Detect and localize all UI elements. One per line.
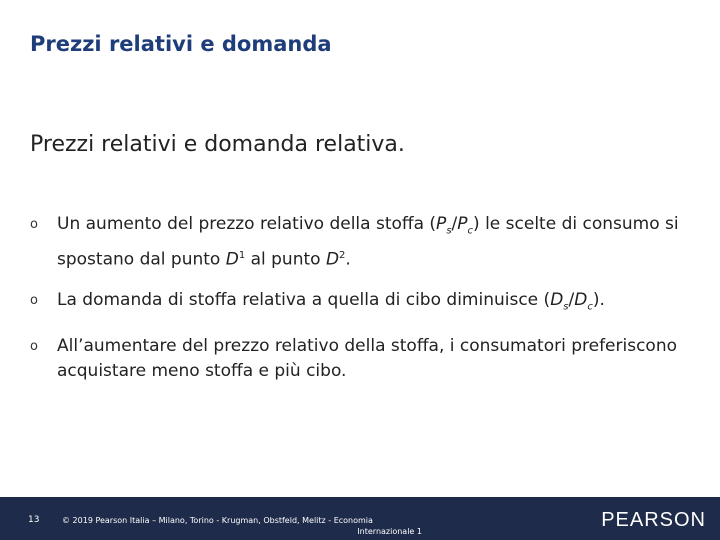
bullet-list xyxy=(30,212,680,399)
bullet-marker: o xyxy=(30,293,38,309)
point-symbol: D xyxy=(225,250,239,271)
bullet-item-price-increase xyxy=(30,212,680,273)
copyright-line: Internazionale 1 xyxy=(357,527,422,536)
superscript: 1 xyxy=(238,250,246,262)
bullet-item-demand-decrease xyxy=(30,288,680,319)
subscript: c xyxy=(587,301,593,313)
page-number: 13 xyxy=(28,515,40,525)
demand-symbol: D xyxy=(574,290,588,311)
subscript: c xyxy=(467,225,474,237)
bullet-item-consumer-preference xyxy=(30,334,680,384)
subscript: s xyxy=(563,301,569,313)
slash: / xyxy=(451,214,458,234)
point-symbol: D xyxy=(325,250,340,271)
pearson-logo: PEARSON xyxy=(601,509,706,531)
bullet-text: ) le scelte di consumo si spostano dal punto xyxy=(57,214,679,271)
copyright-line: © 2019 Pearson Italia – Milano, Torino - Krugman, Obstfeld, Melitz - Economia xyxy=(62,516,373,525)
bullet-text: La domanda di stoffa relativa a quella di cibo diminuisce ( xyxy=(57,290,551,311)
price-symbol: P xyxy=(436,214,447,234)
demand-symbol: D xyxy=(550,290,564,311)
bullet-text: ). xyxy=(592,290,605,311)
slide-title: Prezzi relativi e domanda xyxy=(30,32,332,56)
bullet-text: Un aumento del prezzo relativo della stoffa ( xyxy=(57,214,437,234)
superscript: 2 xyxy=(339,250,346,262)
bullet-text: al punto xyxy=(245,250,326,271)
bullet-marker: o xyxy=(30,217,38,232)
bullet-text: . xyxy=(345,250,351,271)
subscript: s xyxy=(446,225,452,237)
copyright-notice xyxy=(62,515,424,537)
footer-bar xyxy=(0,497,720,540)
slide-subtitle: Prezzi relativi e domanda relativa. xyxy=(30,132,405,157)
bullet-text: All’aumentare del prezzo relativo della stoffa, i consumatori preferiscono acquistare meno stoffa e più cibo. xyxy=(57,336,678,382)
slash: / xyxy=(568,290,575,311)
bullet-marker: o xyxy=(30,339,38,355)
price-symbol: P xyxy=(457,214,468,234)
